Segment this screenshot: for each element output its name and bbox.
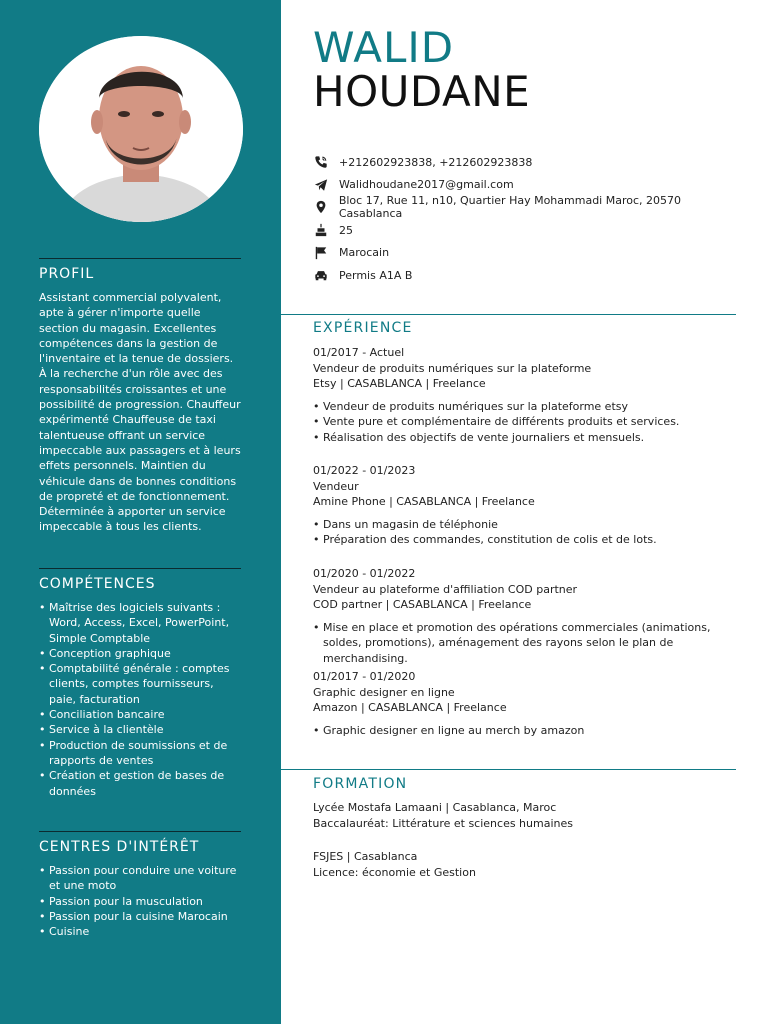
job-bullets — [313, 399, 743, 446]
job-company: Amine Phone | CASABLANCA | Freelance — [313, 495, 535, 509]
list-item: • Conciliation bancaire — [39, 707, 241, 722]
interets-list — [39, 863, 241, 939]
competences-heading: COMPÉTENCES — [39, 576, 156, 592]
list-item: • Graphic designer en ligne au merch by amazon — [313, 723, 743, 739]
job-title: Vendeur de produits numériques sur la plateforme — [313, 361, 592, 375]
job-dates: 01/2020 - 01/2022 — [313, 567, 416, 580]
divider — [39, 258, 241, 259]
contact-license-text: Permis A1A B — [339, 268, 413, 282]
birthday-cake-icon — [313, 222, 329, 238]
list-item: • Conception graphique — [39, 646, 241, 661]
contact-age-text: 25 — [339, 223, 353, 237]
contact-list — [313, 151, 743, 287]
contact-address — [313, 196, 743, 219]
contact-address-text: Bloc 17, Rue 11, n10, Quartier Hay Mohammadi Maroc, 20570 Casablanca — [338, 194, 681, 221]
list-item: • Préparation des commandes, constitution de colis et de lots. — [313, 532, 743, 548]
profil-text: Assistant commercial polyvalent, apte à gérer n'importe quelle section du magasin. Excellentes compétences dans la gestion de l'inventaire et la tenue de dossiers. À la recherche d'un rôle avec des responsabilités croissantes et une possibilité de progression. Chauffeur expérimenté Chauffeuse de taxi talentueuse offrant un service impeccable aux passagers et à leurs effets personnels. Maintien du véhicule dans de bonnes conditions de propreté et de fonctionnement. Déterminée à apporter un service impeccable à tous les clients. — [39, 291, 241, 534]
list-item: • Passion pour conduire une voiture et une moto — [39, 863, 241, 894]
sidebar — [0, 0, 281, 1024]
contact-email[interactable] — [313, 174, 743, 197]
location-pin-icon — [313, 199, 329, 215]
job-title: Graphic designer en ligne — [313, 685, 455, 699]
job-company: Etsy | CASABLANCA | Freelance — [313, 377, 486, 391]
last-name: HOUDANE — [313, 67, 531, 116]
interets-section — [39, 831, 241, 939]
list-item: • Vendeur de produits numériques sur la plateforme etsy — [313, 399, 743, 415]
list-item: • Service à la clientèle — [39, 722, 241, 737]
phone-icon — [313, 154, 329, 170]
send-icon — [313, 177, 329, 193]
job-entry — [313, 669, 743, 738]
formation-school: Lycée Mostafa Lamaani | Casablanca, Maroc — [313, 801, 557, 814]
list-item: • Mise en place et promotion des opérations commerciales (animations, soldes, promotions), aménagement des rayons selon le plan de merchandising. — [313, 620, 743, 667]
experience-heading: EXPÉRIENCE — [313, 320, 413, 336]
list-item: • Création et gestion de bases de données — [39, 768, 241, 799]
profil-heading: PROFIL — [39, 266, 95, 282]
divider — [39, 568, 241, 569]
formation-entry — [313, 849, 743, 880]
job-dates: 01/2022 - 01/2023 — [313, 464, 416, 477]
formation-school: FSJES | Casablanca — [313, 850, 418, 863]
contact-age — [313, 219, 743, 242]
formation-degree: Baccalauréat: Littérature et sciences humaines — [313, 816, 573, 830]
job-bullets — [313, 517, 743, 548]
job-title: Vendeur — [313, 479, 359, 493]
divider — [39, 831, 241, 832]
list-item: • Passion pour la cuisine Marocain — [39, 909, 241, 924]
list-item: • Cuisine — [39, 924, 241, 939]
list-item: • Production de soumissions et de rapports de ventes — [39, 738, 241, 769]
job-bullets — [313, 620, 743, 667]
list-item: • Maîtrise des logiciels suivants : Word, Access, Excel, PowerPoint, Simple Comptable — [39, 600, 241, 646]
job-entry — [313, 463, 743, 548]
job-title: Vendeur au plateforme d'affiliation COD partner — [313, 582, 578, 596]
job-company: COD partner | CASABLANCA | Freelance — [313, 598, 532, 612]
job-bullets — [313, 723, 743, 739]
contact-phone — [313, 151, 743, 174]
competences-list — [39, 600, 241, 799]
list-item: • Vente pure et complémentaire de différents produits et services. — [313, 414, 743, 430]
job-entry — [313, 566, 743, 667]
formation-degree: Licence: économie et Gestion — [313, 865, 476, 879]
divider — [281, 769, 736, 770]
list-item: • Dans un magasin de téléphonie — [313, 517, 743, 533]
divider — [281, 314, 736, 315]
interets-heading: CENTRES D'INTÉRÊT — [39, 839, 200, 855]
job-dates: 01/2017 - Actuel — [313, 346, 405, 359]
formation-heading: FORMATION — [313, 776, 408, 792]
car-icon — [313, 267, 329, 283]
profile-photo — [39, 36, 243, 222]
job-entry — [313, 345, 743, 446]
contact-nationality-text: Marocain — [339, 246, 390, 260]
competences-section — [39, 568, 241, 799]
list-item: • Comptabilité générale : comptes clients, comptes fournisseurs, paie, facturation — [39, 661, 241, 707]
contact-phone-text: +212602923838, +212602923838 — [339, 155, 533, 169]
contact-license — [313, 264, 743, 287]
job-company: Amazon | CASABLANCA | Freelance — [313, 701, 507, 715]
job-dates: 01/2017 - 01/2020 — [313, 670, 416, 683]
contact-nationality — [313, 241, 743, 264]
list-item: • Réalisation des objectifs de vente journaliers et mensuels. — [313, 430, 743, 446]
first-name: WALID — [313, 23, 455, 72]
profil-section — [39, 258, 241, 535]
contact-email-text: Walidhoudane2017@gmail.com — [339, 178, 514, 192]
flag-icon — [313, 245, 329, 261]
formation-entry — [313, 800, 743, 831]
list-item: • Passion pour la musculation — [39, 894, 241, 909]
